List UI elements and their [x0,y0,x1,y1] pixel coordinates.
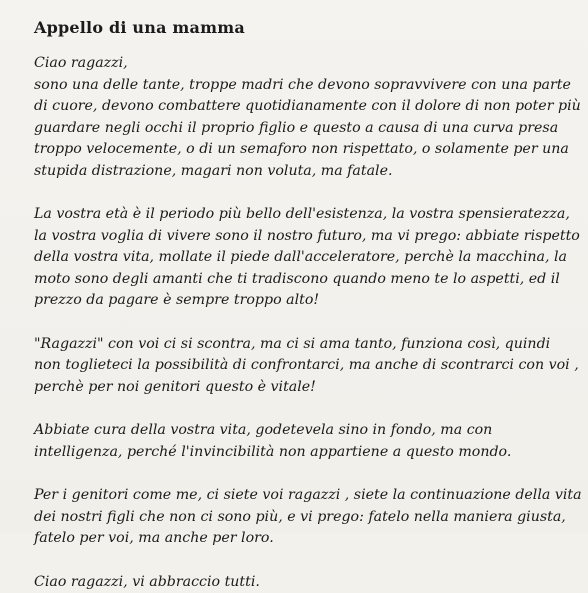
text-line: stupida distrazione, magari non voluta, ma fatale. [34,161,570,183]
text-line: perchè per noi genitori questo è vitale! [34,377,570,399]
text-line: moto sono degli amanti che ti tradiscono quando meno te lo aspetti, ed il [34,269,570,291]
text-line: di cuore, devono combattere quotidianamente con il dolore di non poter più [34,96,570,118]
text-line: fatelo per voi, ma anche per loro. [34,528,570,550]
text-line: "Ragazzi" con voi ci si scontra, ma ci si ama tanto, funziona così, quindi [34,334,570,356]
text-line: non toglieteci la possibilità di confrontarci, ma anche di scontrarci con voi , [34,355,570,377]
document [34,18,570,593]
text-line: Ciao ragazzi, vi abbraccio tutti. [34,572,570,593]
text-line: intelligenza, perché l'invincibilità non appartiene a questo mondo. [34,442,570,464]
text-line: Abbiate cura della vostra vita, godetevela sino in fondo, ma con [34,420,570,442]
text-line: la vostra voglia di vivere sono il nostro futuro, ma vi prego: abbiate rispetto [34,226,570,248]
text-line: Per i genitori come me, ci siete voi ragazzi , siete la continuazione della vita [34,485,570,507]
paragraph-2 [34,204,570,312]
text-line: La vostra età è il periodo più bello dell'esistenza, la vostra spensieratezza, [34,204,570,226]
text-line: troppo velocemente, o di un semaforo non rispettato, o solamente per una [34,139,570,161]
paragraph-3 [34,334,570,399]
text-line: sono una delle tante, troppe madri che devono sopravvivere con una parte [34,75,570,97]
text-line: guardare negli occhi il proprio figlio e questo a causa di una curva presa [34,118,570,140]
paragraph-5 [34,485,570,550]
paragraph-1 [34,53,570,182]
paragraph-6 [34,572,570,593]
text-line: Ciao ragazzi, [34,53,570,75]
text-line: della vostra vita, mollate il piede dall'acceleratore, perchè la macchina, la [34,247,570,269]
text-line: dei nostri figli che non ci sono più, e vi prego: fatelo nella maniera giusta, [34,507,570,529]
document-title: Appello di una mamma [34,18,570,37]
paragraph-4 [34,420,570,463]
text-line: prezzo da pagare è sempre troppo alto! [34,290,570,312]
